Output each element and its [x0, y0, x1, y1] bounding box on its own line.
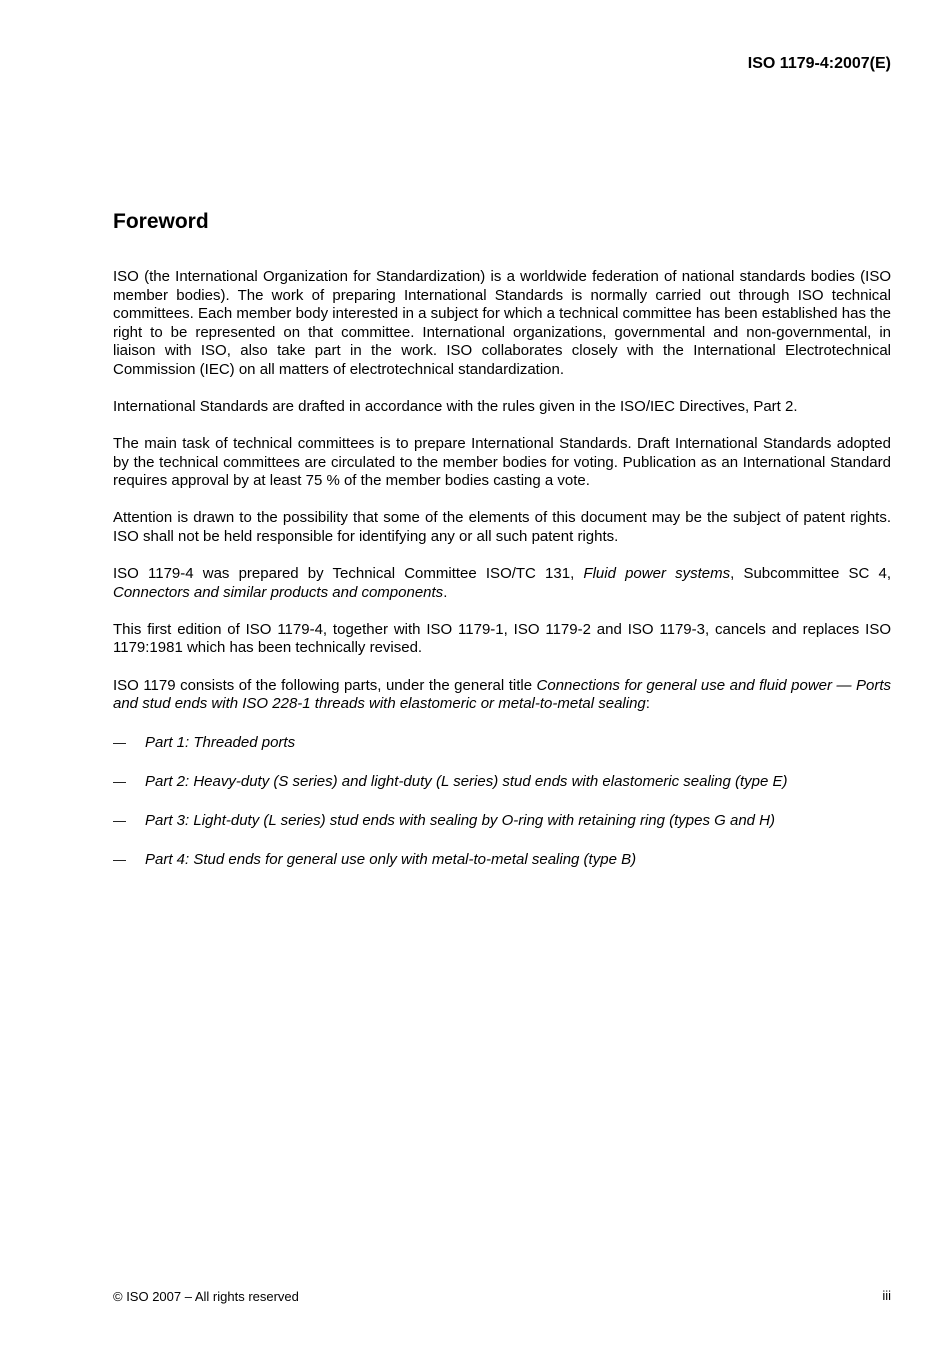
- subcommittee-title: Connectors and similar products and components: [113, 583, 444, 601]
- part-title: Part 3: Light-duty (L series) stud ends with sealing by O-ring with retaining ring (types G and H): [145, 811, 776, 829]
- list-item: [113, 812, 891, 831]
- parts-intro-text: ISO 1179 consists of the following parts, under the general title: [113, 676, 537, 694]
- committee-title: Fluid power systems: [583, 565, 731, 583]
- colon: :: [645, 695, 650, 713]
- paragraph-prepared-by: [113, 565, 891, 602]
- dash-bullet: —: [113, 773, 126, 789]
- subcommittee-text: , Subcommittee SC 4,: [730, 565, 891, 583]
- paragraph-committee-task: The main task of technical committees is to prepare International Standards. Draft International Standards adopted by the technical committees are circulated to the member bodies for voting. Publication as an International Standard requires approval by at least 75 % of the member bodies casting a vote.: [113, 435, 891, 490]
- parts-list: [113, 734, 891, 870]
- dash-bullet: —: [113, 812, 126, 828]
- dash-bullet: —: [113, 851, 126, 867]
- paragraph-patent-rights: Attention is drawn to the possibility that some of the elements of this document may be the subject of patent rights. ISO shall not be held responsible for identifying any or all such patent rights.: [113, 509, 891, 546]
- document-id: ISO 1179-4:2007(E): [747, 55, 891, 72]
- part-title: Part 4: Stud ends for general use only with metal-to-metal sealing (type B): [145, 850, 637, 868]
- general-title: Connections for general use and fluid power — Ports and stud ends with ISO 228-1 threads with elastomeric or metal-to-metal sealing: [113, 676, 891, 713]
- list-item: [113, 851, 891, 870]
- part-title: Part 1: Threaded ports: [145, 733, 296, 751]
- paragraph-edition: This first edition of ISO 1179-4, together with ISO 1179-1, ISO 1179-2 and ISO 1179-3, cancels and replaces ISO 1179:1981 which has been technically revised.: [113, 620, 891, 657]
- dash-bullet: —: [113, 734, 126, 750]
- copyright-notice: © ISO 2007 – All rights reserved: [113, 1289, 299, 1304]
- paragraph-parts-intro: [113, 677, 891, 714]
- paragraph-iso-intro: ISO (the International Organization for Standardization) is a worldwide federation of national standards bodies (ISO member bodies). The work of preparing International Standards is normally carried out through ISO technical committees. Each member body interested in a subject for which a technical committee has been established has the right to be represented on that committee. International organizations, governmental and non-governmental, in liaison with ISO, also take part in the work. ISO collaborates closely with the International Electrotechnical Commission (IEC) on all matters of electrotechnical standardization.: [113, 268, 891, 378]
- list-item: [113, 734, 891, 753]
- page-number: iii: [882, 1288, 891, 1303]
- part-title: Part 2: Heavy-duty (S series) and light-duty (L series) stud ends with elastomeric sealing (type E): [145, 772, 788, 790]
- section-title: Foreword: [113, 210, 209, 233]
- paragraph-directives: International Standards are drafted in accordance with the rules given in the ISO/IEC Directives, Part 2.: [113, 398, 798, 416]
- prepared-by-text: ISO 1179-4 was prepared by Technical Committee ISO/TC 131,: [113, 565, 584, 583]
- list-item: [113, 773, 891, 792]
- period: .: [443, 583, 448, 601]
- foreword-section: [113, 206, 891, 890]
